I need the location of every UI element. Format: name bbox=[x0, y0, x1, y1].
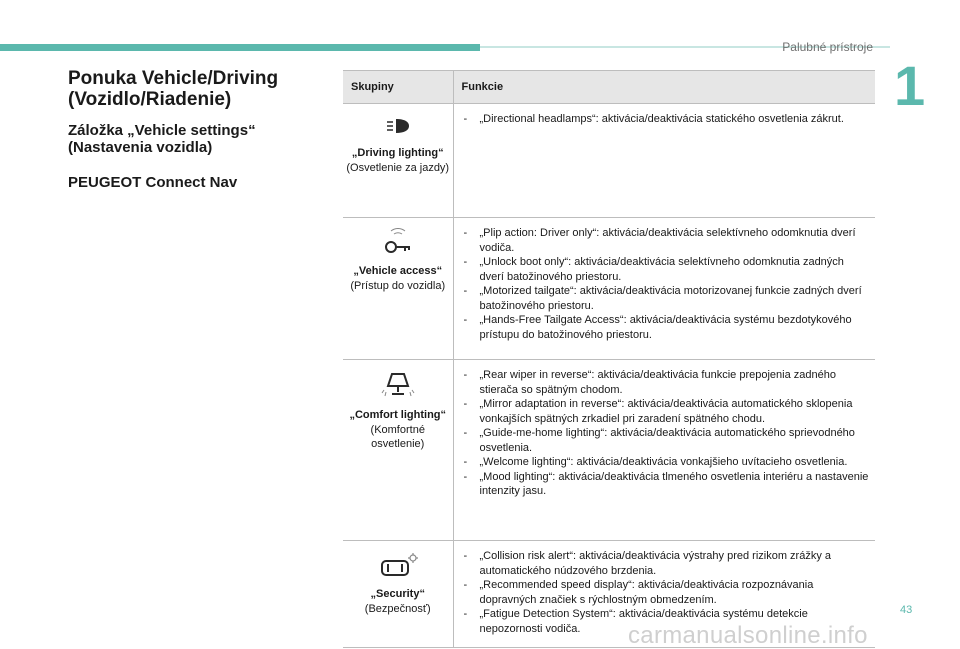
car-gear-icon bbox=[376, 551, 420, 579]
lamp-icon bbox=[378, 370, 418, 400]
function-item: - „Directional headlamps“: aktivácia/deaktivácia statického osvetlenia zákrut. bbox=[462, 112, 870, 127]
header-accent-bar bbox=[0, 44, 480, 51]
headlamp-icon bbox=[383, 114, 413, 138]
header-groups: Skupiny bbox=[343, 71, 453, 104]
key-icon bbox=[378, 228, 418, 256]
section-title: Ponuka Vehicle/Driving (Vozidlo/Riadenie) bbox=[68, 68, 279, 110]
function-item: - „Fatigue Detection System“: aktivácia/deaktivácia systému detekcie nepozornosti vodiča. bbox=[462, 607, 870, 636]
function-item: - „Hands-Free Tailgate Access“: aktivácia/deaktivácia systému bezdotykového prístupu do batožinového priestoru. bbox=[462, 313, 870, 342]
function-item: - „Recommended speed display“: aktivácia/deaktivácia rozpoznávania dopravných značiek s rýchlostným obmedzením. bbox=[462, 578, 870, 607]
function-item: - „Welcome lighting“: aktivácia/deaktivácia vonkajšieho uvítacieho osvetlenia. bbox=[462, 455, 870, 470]
table-row bbox=[343, 104, 875, 218]
page-number: 43 bbox=[900, 604, 913, 616]
group-cell bbox=[343, 104, 453, 218]
product-title: PEUGEOT Connect Nav bbox=[68, 174, 238, 191]
group-description: (Bezpečnosť) bbox=[364, 602, 431, 615]
function-item: - „Mirror adaptation in reverse“: aktivácia/deaktivácia automatického sklopenia vonkajších spätných zrkadiel pri zaradení spätného chodu. bbox=[462, 397, 870, 426]
header-functions: Funkcie bbox=[453, 71, 875, 104]
table-row bbox=[343, 360, 875, 541]
function-item: - „Collision risk alert“: aktivácia/deaktivácia výstrahy pred rizikom zrážky a automatického núdzového brzdenia. bbox=[462, 549, 870, 578]
group-name: „Vehicle access“ bbox=[353, 265, 443, 277]
chapter-number: 1 bbox=[894, 54, 926, 117]
group-description: (Komfortné osvetlenie) bbox=[370, 423, 425, 450]
table-row bbox=[343, 218, 875, 360]
function-item: - „Guide-me-home lighting“: aktivácia/deaktivácia automatického sprievodného osvetlenia. bbox=[462, 426, 870, 455]
function-item: - „Mood lighting“: aktivácia/deaktivácia tlmeného osvetlenia interiéru a nastavenie intenzity jasu. bbox=[462, 470, 870, 499]
function-cell bbox=[453, 104, 875, 218]
function-item: - „Rear wiper in reverse“: aktivácia/deaktivácia funkcie prepojenia zadného stierača so spätným chodom. bbox=[462, 368, 870, 397]
group-cell bbox=[343, 360, 453, 541]
function-item: - „Plip action: Driver only“: aktivácia/deaktivácia selektívneho odomknutia dverí vodiča. bbox=[462, 226, 870, 255]
watermark: carmanualsonline.info bbox=[628, 622, 868, 649]
group-name: „Driving lighting“ bbox=[351, 147, 444, 159]
running-header: Palubné prístroje bbox=[782, 40, 873, 54]
function-item: - „Motorized tailgate“: aktivácia/deaktivácia motorizovanej funkcie zadných dverí batožinového priestoru. bbox=[462, 284, 870, 313]
settings-table bbox=[343, 70, 875, 648]
function-list bbox=[462, 112, 870, 127]
group-cell bbox=[343, 541, 453, 648]
function-list bbox=[462, 368, 870, 499]
function-item: - „Unlock boot only“: aktivácia/deaktivácia selektívneho odomknutia zadných dverí batožinového priestoru. bbox=[462, 255, 870, 284]
group-name: „Comfort lighting“ bbox=[349, 409, 447, 421]
function-cell bbox=[453, 360, 875, 541]
left-column bbox=[68, 68, 338, 191]
group-description: (Prístup do vozidla) bbox=[350, 279, 446, 292]
group-cell bbox=[343, 218, 453, 360]
function-cell bbox=[453, 218, 875, 360]
tab-title: Záložka „Vehicle settings“ (Nastavenia vozidla) bbox=[68, 122, 256, 156]
group-description: (Osvetlenie za jazdy) bbox=[346, 161, 450, 174]
table-header-row bbox=[343, 71, 875, 104]
group-name: „Security“ bbox=[370, 588, 425, 600]
function-list bbox=[462, 226, 870, 342]
